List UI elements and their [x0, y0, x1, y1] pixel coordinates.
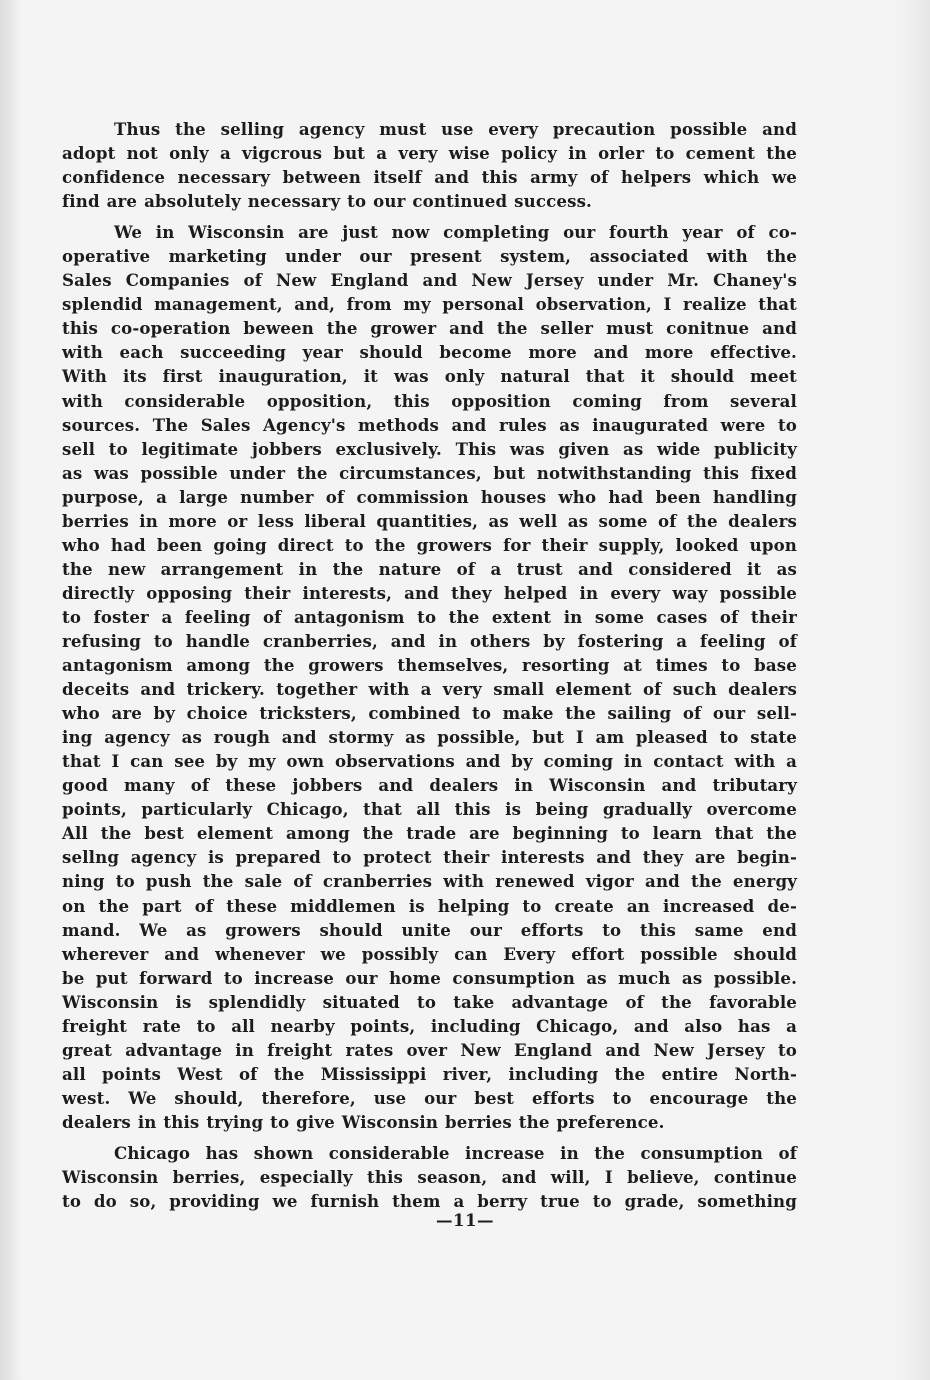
text-line: directly opposing their interests, and they helped in every way possible: [62, 582, 797, 603]
text-line: that I can see by my own observations and by coming in contact with a: [62, 751, 797, 772]
paragraph-1: [62, 117, 797, 213]
text-line: on the part of these middlemen is helping to create an increased de-: [62, 895, 797, 916]
text-line: freight rate to all nearby points, including Chicago, and also has a: [62, 1015, 797, 1036]
text-line: sources. The Sales Agency's methods and rules as inaugurated were to: [62, 414, 797, 435]
text-line: Sales Companies of New England and New Jersey under Mr. Chaney's: [62, 270, 797, 291]
text-line: find are absolutely necessary to our continued success.: [62, 191, 592, 212]
text-line: We in Wisconsin are just now completing our fourth year of co-: [114, 222, 797, 243]
paragraph-2: [62, 220, 797, 1134]
text-line: with each succeeding year should become more and more effective.: [62, 342, 797, 363]
text-line: sell to legitimate jobbers exclusively. This was given as wide publicity: [62, 438, 797, 459]
page-number: —11—: [436, 1211, 494, 1230]
text-line: ning to push the sale of cranberries with renewed vigor and the energy: [62, 871, 797, 892]
text-line: mand. We as growers should unite our efforts to this same end: [62, 919, 797, 940]
text-line: great advantage in freight rates over New England and New Jersey to: [62, 1039, 797, 1060]
text-line: with considerable opposition, this opposition coming from several: [62, 390, 797, 411]
text-line: confidence necessary between itself and this army of helpers which we: [62, 167, 797, 188]
text-line: west. We should, therefore, use our best efforts to encourage the: [62, 1087, 797, 1108]
text-line: refusing to handle cranberries, and in others by fostering a feeling of: [62, 630, 797, 651]
text-line: dealers in this trying to give Wisconsin berries the preference.: [62, 1111, 665, 1132]
text-line: to foster a feeling of antagonism to the extent in some cases of their: [62, 606, 797, 627]
text-line: With its first inauguration, it was only natural that it should meet: [62, 366, 797, 387]
text-line: antagonism among the growers themselves, resorting at times to base: [62, 655, 797, 676]
text-line: Wisconsin is splendidly situated to take advantage of the favorable: [62, 991, 797, 1012]
text-line: operative marketing under our present system, associated with the: [62, 246, 797, 267]
text-line: adopt not only a vigcrous but a very wise policy in orler to cement the: [62, 143, 797, 164]
text-line: purpose, a large number of commission houses who had been handling: [62, 486, 797, 507]
text-line: as was possible under the circumstances, but notwithstanding this fixed: [62, 462, 797, 483]
text-line: be put forward to increase our home consumption as much as possible.: [62, 967, 797, 988]
text-line: ing agency as rough and stormy as possible, but I am pleased to state: [62, 727, 797, 748]
text-line: Chicago has shown considerable increase in the consumption of: [114, 1142, 797, 1163]
text-line: points, particularly Chicago, that all this is being gradually overcome: [62, 799, 797, 820]
text-line: the new arrangement in the nature of a trust and considered it as: [62, 558, 797, 579]
text-line: who are by choice tricksters, combined to make the sailing of our sell-: [62, 703, 797, 724]
text-line: who had been going direct to the growers for their supply, looked upon: [62, 534, 797, 555]
text-line: good many of these jobbers and dealers in Wisconsin and tributary: [62, 775, 797, 796]
text-line: deceits and trickery. together with a very small element of such dealers: [62, 679, 797, 700]
text-line: berries in more or less liberal quantities, as well as some of the dealers: [62, 510, 797, 531]
text-line: all points West of the Mississippi river, including the entire North-: [62, 1063, 797, 1084]
text-line: All the best element among the trade are beginning to learn that the: [62, 823, 797, 844]
body-text: [62, 117, 797, 1213]
text-line: wherever and whenever we possibly can Every effort possible should: [62, 943, 797, 964]
text-line: to do so, providing we furnish them a berry true to grade, something: [62, 1191, 797, 1212]
paragraph-gap: [62, 213, 797, 220]
text-line: splendid management, and, from my personal observation, I realize that: [62, 294, 797, 315]
paragraph-gap: [62, 1134, 797, 1141]
text-line: this co-operation beween the grower and the seller must conitnue and: [62, 318, 797, 339]
text-line: sellng agency is prepared to protect their interests and they are begin-: [62, 847, 797, 868]
paragraph-3: [62, 1141, 797, 1213]
text-line: Thus the selling agency must use every precaution possible and: [114, 119, 797, 139]
text-line: Wisconsin berries, especially this season, and will, I believe, continue: [62, 1167, 797, 1188]
